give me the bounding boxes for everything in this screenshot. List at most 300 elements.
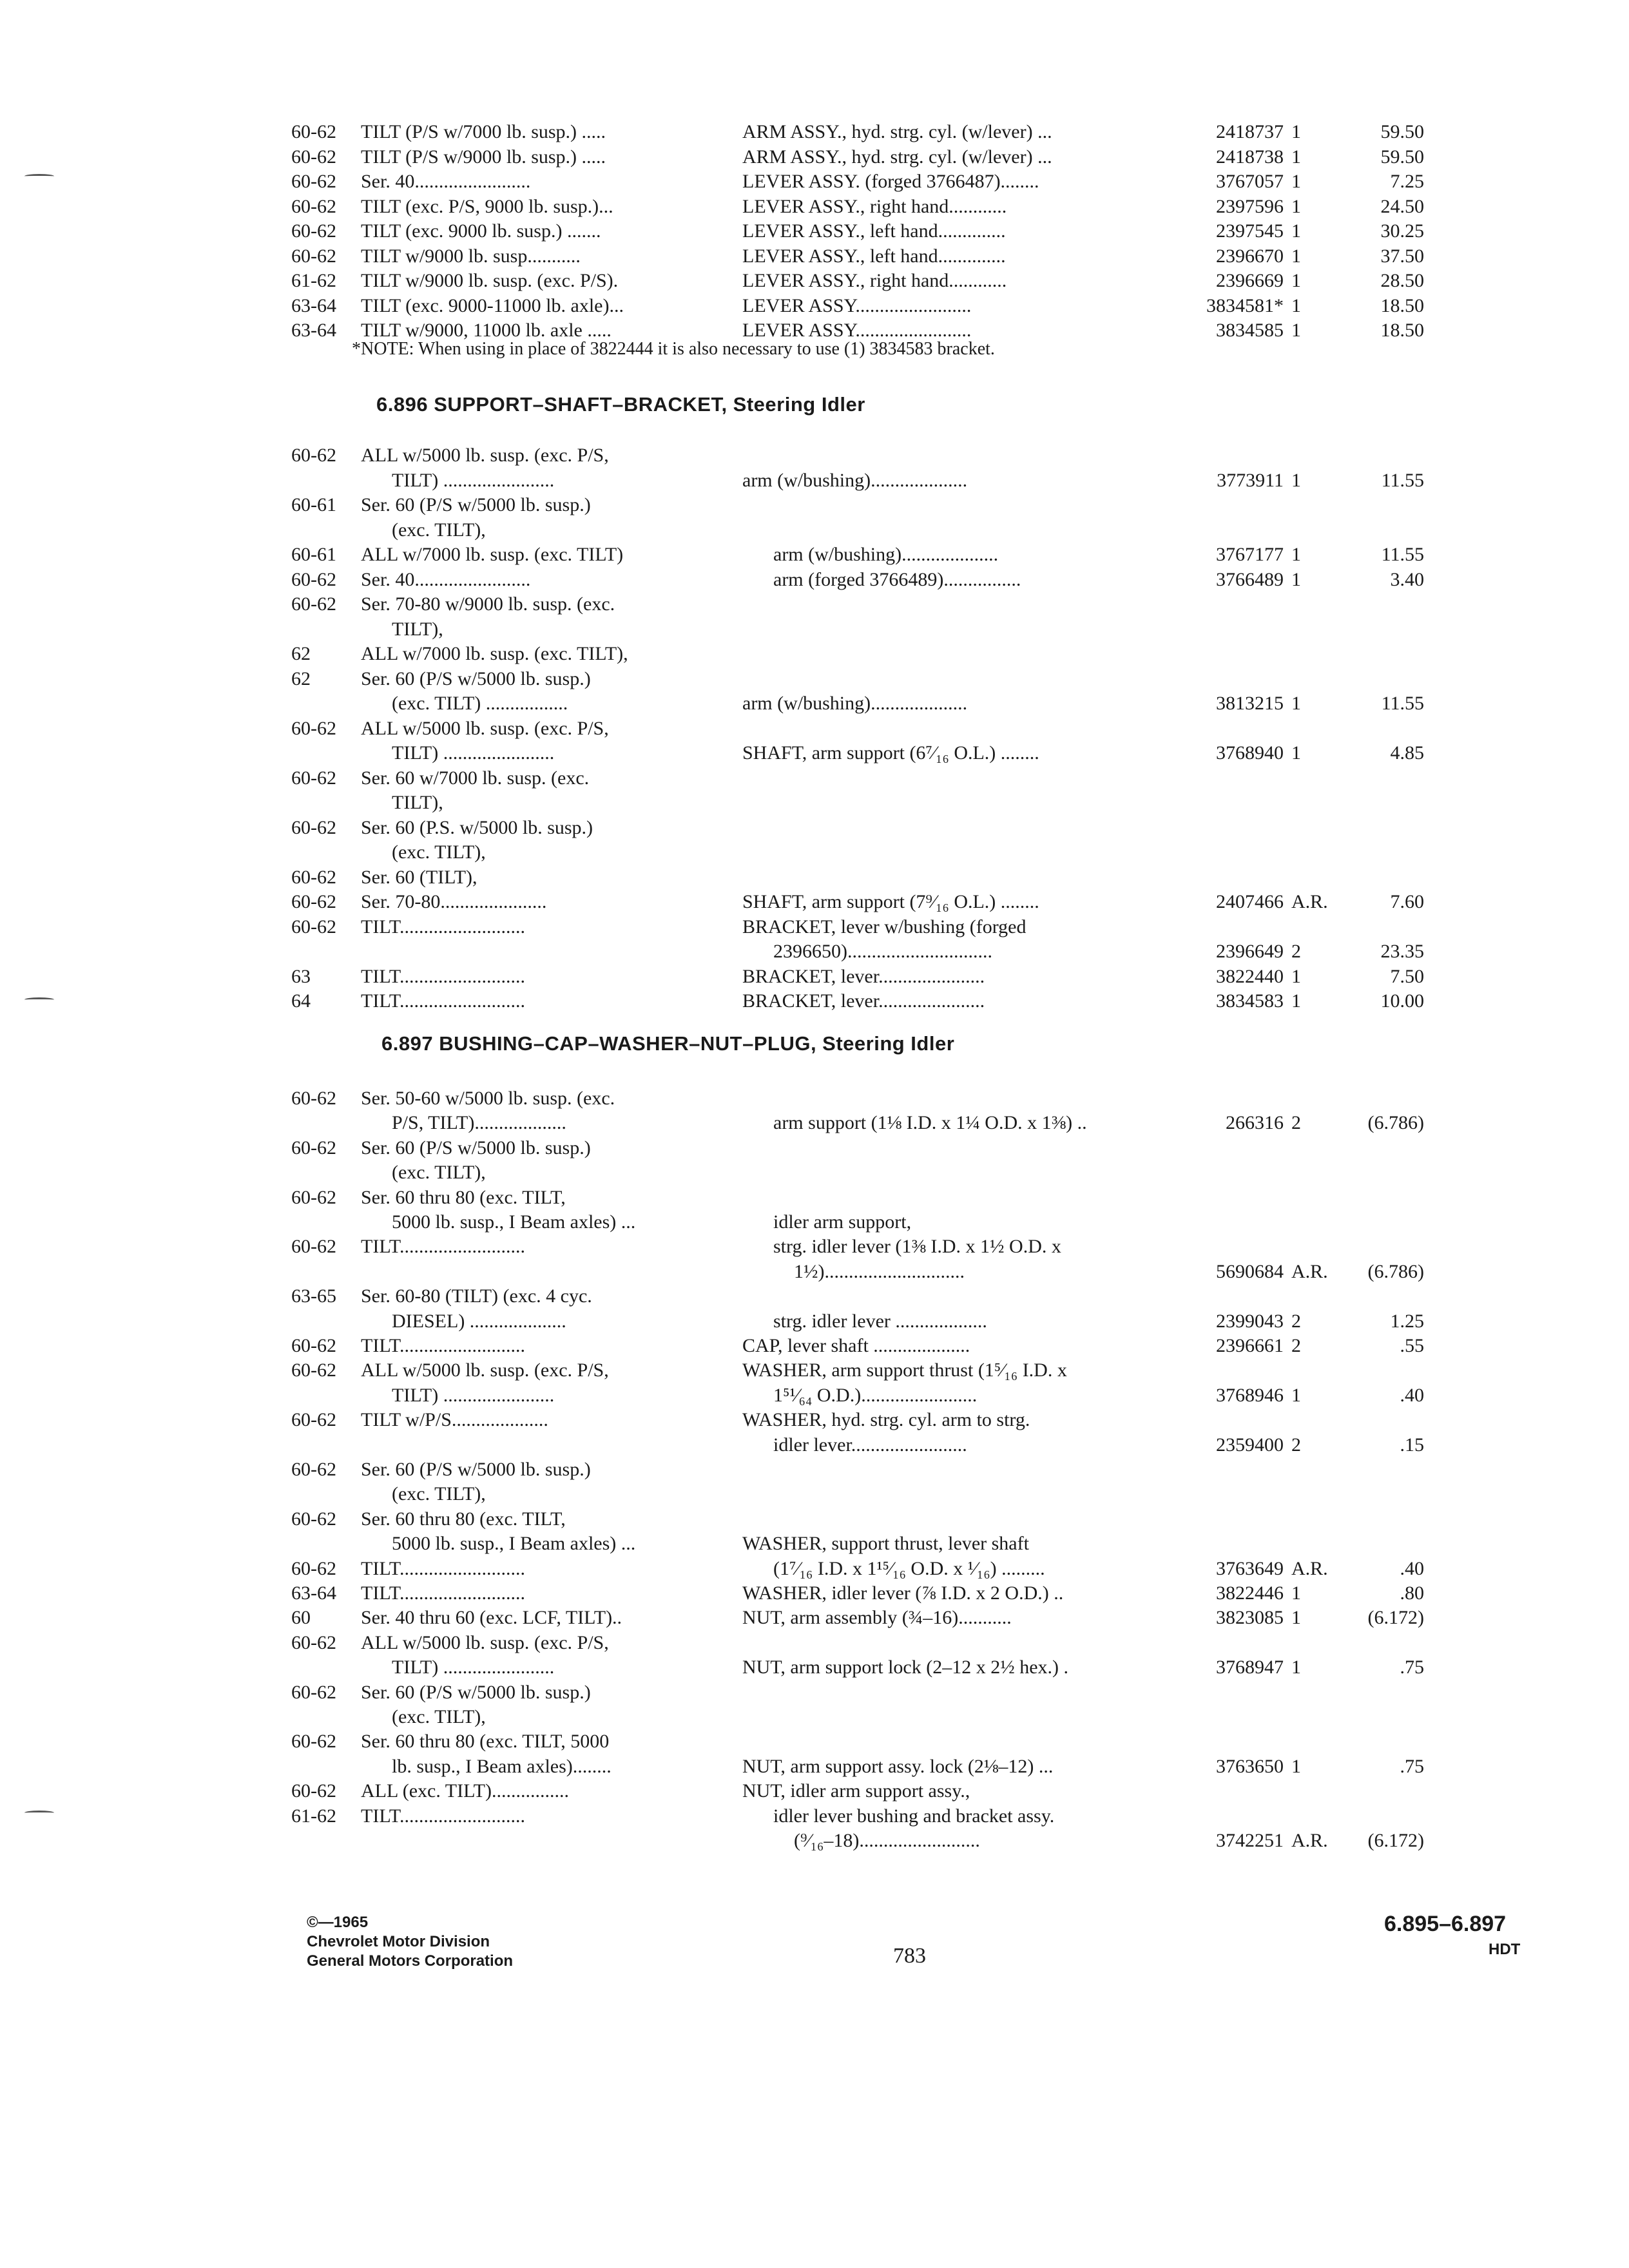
row-part-name: LEVER ASSY........................: [742, 294, 972, 316]
table-row: [0, 1532, 1629, 1556]
row-application: ALL w/5000 lb. susp. (exc. P/S,: [361, 717, 609, 739]
row-price: (6.786): [1367, 1260, 1424, 1282]
table-row: [0, 1705, 1629, 1729]
row-application: TILT) .......................: [392, 469, 555, 491]
row-part-name: WASHER, arm support thrust (1⁵⁄₁₆ I.D. x: [742, 1360, 1067, 1381]
row-price: 30.25: [1380, 220, 1424, 242]
table-row: [0, 244, 1629, 269]
row-part-name: 1½).............................: [794, 1260, 965, 1282]
row-quantity: 2: [1291, 1434, 1301, 1456]
row-price: .40: [1400, 1557, 1424, 1579]
row-quantity: 2: [1291, 941, 1301, 962]
row-application: Ser. 50-60 w/5000 lb. susp. (exc.: [361, 1088, 615, 1109]
table-row: [0, 741, 1629, 765]
row-price: .15: [1400, 1434, 1424, 1456]
table-row: [0, 568, 1629, 592]
row-part-name: BRACKET, lever w/bushing (forged: [742, 916, 1027, 937]
row-application: TILT..........................: [361, 1335, 525, 1356]
row-application: TILT (exc. 9000 lb. susp.) .......: [361, 220, 601, 242]
row-year: 60-62: [291, 1409, 336, 1431]
table-row: [0, 766, 1629, 791]
row-year: 60-62: [291, 121, 336, 142]
row-quantity: 1: [1291, 121, 1301, 142]
row-application: Ser. 60 (P/S w/5000 lb. susp.): [361, 668, 591, 689]
table-row: [0, 1383, 1629, 1408]
row-quantity: 1: [1291, 469, 1301, 491]
row-year: 60-62: [291, 146, 336, 168]
row-price: 59.50: [1380, 146, 1424, 168]
row-application: Ser. 60 (P/S w/5000 lb. susp.): [361, 494, 591, 515]
row-year: 60-62: [291, 1631, 336, 1653]
row-quantity: 1: [1291, 1755, 1301, 1777]
row-application: 5000 lb. susp., I Beam axles) ...: [392, 1211, 636, 1233]
table-row: [0, 294, 1629, 318]
table-row: [0, 1160, 1629, 1185]
row-application: (exc. TILT),: [392, 519, 486, 541]
table-row: [0, 493, 1629, 517]
row-quantity: 1: [1291, 171, 1301, 192]
row-price: 23.35: [1380, 941, 1424, 962]
row-price: 59.50: [1380, 121, 1424, 142]
row-part-name: arm support (1⅛ I.D. x 1¼ O.D. x 1⅜) ..: [773, 1112, 1087, 1134]
footer-corporation: General Motors Corporation: [307, 1952, 514, 1970]
row-price: 28.50: [1380, 270, 1424, 291]
row-part-name: NUT, arm assembly (¾–16)...........: [742, 1607, 1012, 1629]
row-price: 18.50: [1380, 320, 1424, 341]
row-price: (6.172): [1367, 1607, 1424, 1629]
table-row: [0, 816, 1629, 840]
row-quantity: 1: [1291, 245, 1301, 267]
row-application: P/S, TILT)...................: [392, 1112, 566, 1134]
row-part-number: 3834583: [1216, 990, 1284, 1012]
row-quantity: 1: [1291, 1384, 1301, 1406]
row-year: 60-62: [291, 1335, 336, 1356]
row-part-number: 3834585: [1216, 320, 1284, 341]
row-application: (exc. TILT),: [392, 841, 486, 863]
row-application: TILT (P/S w/7000 lb. susp.) .....: [361, 121, 606, 142]
row-year: 60-62: [291, 1508, 336, 1530]
table-row: [0, 592, 1629, 617]
row-part-number: 3767177: [1216, 544, 1284, 565]
table-row: [0, 1210, 1629, 1235]
row-part-number: 3767057: [1216, 171, 1284, 192]
row-quantity: A.R.: [1291, 891, 1328, 912]
row-application: TILT),: [392, 792, 443, 813]
row-application: Ser. 70-80 w/9000 lb. susp. (exc.: [361, 593, 615, 615]
table-row: [0, 1779, 1629, 1803]
row-year: 60-62: [291, 245, 336, 267]
row-part-number: 3813215: [1216, 693, 1284, 714]
row-part-name: idler arm support,: [773, 1211, 912, 1233]
table-row: [0, 840, 1629, 865]
row-quantity: A.R.: [1291, 1260, 1328, 1282]
row-application: Ser. 60 (P/S w/5000 lb. susp.): [361, 1681, 591, 1703]
row-application: TILT w/9000, 11000 lb. axle .....: [361, 320, 612, 341]
row-part-name: arm (w/bushing)....................: [742, 693, 968, 714]
row-part-number: 266316: [1226, 1112, 1284, 1134]
row-price: 7.60: [1390, 891, 1424, 912]
row-application: Ser. 40........................: [361, 568, 531, 590]
row-application: TILT..........................: [361, 916, 525, 937]
table-row: [0, 219, 1629, 244]
row-quantity: 1: [1291, 568, 1301, 590]
table-row: [0, 1309, 1629, 1334]
row-application: Ser. 60 (P/S w/5000 lb. susp.): [361, 1137, 591, 1158]
row-quantity: 2: [1291, 1310, 1301, 1332]
row-year: 60-62: [291, 171, 336, 192]
row-application: Ser. 60 (P.S. w/5000 lb. susp.): [361, 816, 593, 838]
row-year: 60-62: [291, 1459, 336, 1480]
row-quantity: 2: [1291, 1112, 1301, 1134]
table-row: [0, 1754, 1629, 1779]
row-year: 60-62: [291, 195, 336, 217]
row-part-number: 3834581*: [1206, 294, 1284, 316]
table-row: [0, 1334, 1629, 1358]
row-price: 10.00: [1380, 990, 1424, 1012]
table-row: [0, 989, 1629, 1014]
row-year: 60-62: [291, 1236, 336, 1258]
row-price: .75: [1400, 1657, 1424, 1678]
row-price: .55: [1400, 1335, 1424, 1356]
table-row: [0, 1507, 1629, 1532]
table-row: [0, 1829, 1629, 1853]
row-year: 60-62: [291, 593, 336, 615]
table-row: [0, 939, 1629, 964]
row-part-number: 3822440: [1216, 965, 1284, 987]
row-price: 37.50: [1380, 245, 1424, 267]
table-row: [0, 518, 1629, 543]
table-row: [0, 965, 1629, 989]
table-row: [0, 1631, 1629, 1655]
row-application: TILT..........................: [361, 1236, 525, 1258]
row-part-name: NUT, arm support assy. lock (2⅛–12) ...: [742, 1755, 1054, 1777]
row-application: DIESEL) ....................: [392, 1310, 566, 1332]
page-number: 783: [893, 1944, 926, 1968]
row-part-name: LEVER ASSY., left hand..............: [742, 245, 1006, 267]
row-application: Ser. 60 w/7000 lb. susp. (exc.: [361, 767, 590, 789]
row-application: TILT w/9000 lb. susp. (exc. P/S).: [361, 270, 619, 291]
row-year: 63-64: [291, 1582, 336, 1604]
row-year: 63-65: [291, 1285, 336, 1307]
table-row: [0, 120, 1629, 144]
table-row: [0, 1186, 1629, 1210]
row-part-name: strg. idler lever ...................: [773, 1310, 987, 1332]
row-part-name: WASHER, hyd. strg. cyl. arm to strg.: [742, 1409, 1030, 1431]
table-row: [0, 791, 1629, 815]
row-year: 60-62: [291, 1557, 336, 1579]
row-part-name: NUT, idler arm support assy.,: [742, 1780, 970, 1802]
row-part-number: 3763650: [1216, 1755, 1284, 1777]
row-part-number: 2396669: [1216, 270, 1284, 291]
row-part-name: CAP, lever shaft ....................: [742, 1335, 970, 1356]
row-part-name: NUT, arm support lock (2–12 x 2½ hex.) .: [742, 1657, 1069, 1678]
row-application: TILT) .......................: [392, 1384, 555, 1406]
row-quantity: 1: [1291, 294, 1301, 316]
row-application: Ser. 60 (TILT),: [361, 866, 477, 888]
row-price: 1.25: [1390, 1310, 1424, 1332]
row-part-number: 2396670: [1216, 245, 1284, 267]
row-part-name: (1⁷⁄₁₆ I.D. x 1¹⁵⁄₁₆ O.D. x ¹⁄₁₆) .........: [773, 1557, 1045, 1579]
row-part-number: 2407466: [1216, 891, 1284, 912]
binding-mark: [24, 1811, 54, 1815]
row-part-number: 2396649: [1216, 941, 1284, 962]
row-part-number: 3773911: [1217, 469, 1284, 491]
row-application: Ser. 60-80 (TILT) (exc. 4 cyc.: [361, 1285, 592, 1307]
row-application: ALL w/7000 lb. susp. (exc. TILT): [361, 544, 624, 565]
row-year: 63-64: [291, 294, 336, 316]
row-price: .80: [1400, 1582, 1424, 1604]
row-year: 61-62: [291, 270, 336, 291]
row-application: Ser. 70-80......................: [361, 891, 547, 912]
row-application: 5000 lb. susp., I Beam axles) ...: [392, 1533, 636, 1555]
row-quantity: 1: [1291, 544, 1301, 565]
row-year: 60-61: [291, 494, 336, 515]
row-application: TILT),: [392, 618, 443, 640]
row-part-number: 3768946: [1216, 1384, 1284, 1406]
row-application: (exc. TILT),: [392, 1162, 486, 1184]
row-quantity: 1: [1291, 195, 1301, 217]
row-year: 61-62: [291, 1805, 336, 1827]
row-price: 4.85: [1390, 742, 1424, 764]
row-part-name: (⁹⁄₁₆–18).........................: [794, 1830, 980, 1851]
row-quantity: 1: [1291, 1607, 1301, 1629]
table-row: [0, 145, 1629, 169]
row-application: (exc. TILT),: [392, 1483, 486, 1505]
table-row: [0, 617, 1629, 642]
note-text: *NOTE: When using in place of 3822444 it is also necessary to use (1) 3834583 bracket.: [352, 339, 995, 359]
row-quantity: 2: [1291, 1335, 1301, 1356]
row-quantity: A.R.: [1291, 1830, 1328, 1851]
row-application: Ser. 60 thru 80 (exc. TILT,: [361, 1186, 566, 1208]
row-price: 11.55: [1381, 693, 1424, 714]
row-price: 7.50: [1390, 965, 1424, 987]
row-year: 60-62: [291, 1137, 336, 1158]
row-application: Ser. 40 thru 60 (exc. LCF, TILT)..: [361, 1607, 622, 1629]
row-part-number: 2418737: [1216, 121, 1284, 142]
row-part-name: idler lever........................: [773, 1434, 967, 1456]
row-part-number: 2399043: [1216, 1310, 1284, 1332]
row-quantity: 1: [1291, 693, 1301, 714]
row-part-name: 2396650)..............................: [773, 941, 992, 962]
table-row: [0, 1408, 1629, 1432]
row-price: .40: [1400, 1384, 1424, 1406]
table-row: [0, 468, 1629, 493]
row-part-name: LEVER ASSY., right hand............: [742, 195, 1007, 217]
row-part-number: 3766489: [1216, 568, 1284, 590]
row-application: ALL w/7000 lb. susp. (exc. TILT),: [361, 643, 628, 664]
row-part-name: arm (forged 3766489)................: [773, 568, 1021, 590]
row-part-number: 2396661: [1216, 1335, 1284, 1356]
row-application: ALL w/5000 lb. susp. (exc. P/S,: [361, 1360, 609, 1381]
table-row: [0, 1680, 1629, 1705]
row-part-name: WASHER, idler lever (⅞ I.D. x 2 O.D.) ..: [742, 1582, 1064, 1604]
section-code: HDT: [1489, 1941, 1521, 1958]
row-part-number: 2418738: [1216, 146, 1284, 168]
row-application: TILT..........................: [361, 1582, 525, 1604]
row-price: 3.40: [1390, 568, 1424, 590]
section-range: 6.895–6.897: [1384, 1912, 1507, 1936]
row-part-number: 3763649: [1216, 1557, 1284, 1579]
table-row: [0, 1457, 1629, 1482]
table-row: [0, 1581, 1629, 1606]
row-part-number: 3768947: [1216, 1657, 1284, 1678]
section-897-heading: 6.897 BUSHING–CAP–WASHER–NUT–PLUG, Steering Idler: [381, 1032, 955, 1055]
row-quantity: 1: [1291, 1657, 1301, 1678]
table-row: [0, 1086, 1629, 1111]
row-part-name: BRACKET, lever......................: [742, 990, 985, 1012]
row-part-name: LEVER ASSY., left hand..............: [742, 220, 1006, 242]
row-year: 60-62: [291, 1731, 336, 1753]
row-part-name: idler lever bushing and bracket assy.: [773, 1805, 1055, 1827]
footer-division: Chevrolet Motor Division: [307, 1933, 490, 1950]
row-part-number: 2359400: [1216, 1434, 1284, 1456]
table-row: [0, 195, 1629, 219]
row-part-name: 1⁵¹⁄₆₄ O.D.)........................: [773, 1384, 978, 1406]
row-year: 60-62: [291, 717, 336, 739]
row-year: 60-62: [291, 1360, 336, 1381]
row-part-number: 2397596: [1216, 195, 1284, 217]
row-year: 60-62: [291, 891, 336, 912]
row-application: TILT w/9000 lb. susp...........: [361, 245, 581, 267]
footer-copyright: ©—1965: [307, 1914, 369, 1931]
table-row: [0, 1433, 1629, 1457]
table-row: [0, 667, 1629, 691]
row-application: Ser. 60 thru 80 (exc. TILT,: [361, 1508, 566, 1530]
table-row: [0, 865, 1629, 890]
table-row: [0, 890, 1629, 914]
row-part-name: ARM ASSY., hyd. strg. cyl. (w/lever) ...: [742, 146, 1052, 168]
row-quantity: 1: [1291, 990, 1301, 1012]
row-quantity: 1: [1291, 742, 1301, 764]
row-application: TILT..........................: [361, 1805, 525, 1827]
row-quantity: 1: [1291, 270, 1301, 291]
table-row: [0, 1482, 1629, 1506]
row-price: 7.25: [1390, 171, 1424, 192]
section-896-heading: 6.896 SUPPORT–SHAFT–BRACKET, Steering Idler: [376, 393, 865, 416]
row-part-name: BRACKET, lever......................: [742, 965, 985, 987]
table-row: [0, 443, 1629, 468]
row-application: lb. susp., I Beam axles)........: [392, 1755, 612, 1777]
row-application: TILT (P/S w/9000 lb. susp.) .....: [361, 146, 606, 168]
row-year: 60-62: [291, 568, 336, 590]
row-part-number: 2397545: [1216, 220, 1284, 242]
row-application: Ser. 60 thru 80 (exc. TILT, 5000: [361, 1731, 610, 1753]
row-part-name: WASHER, support thrust, lever shaft: [742, 1533, 1029, 1555]
row-application: Ser. 60 (P/S w/5000 lb. susp.): [361, 1459, 591, 1480]
table-row: [0, 716, 1629, 741]
row-application: TILT (exc. 9000-11000 lb. axle)...: [361, 294, 624, 316]
table-row: [0, 915, 1629, 939]
table-row: [0, 642, 1629, 666]
row-application: ALL w/5000 lb. susp. (exc. P/S,: [361, 445, 609, 466]
row-application: TILT..........................: [361, 965, 525, 987]
row-year: 64: [291, 990, 311, 1012]
row-application: TILT w/P/S....................: [361, 1409, 548, 1431]
row-part-name: LEVER ASSY........................: [742, 320, 972, 341]
row-application: TILT) .......................: [392, 742, 555, 764]
row-price: 18.50: [1380, 294, 1424, 316]
table-row: [0, 1358, 1629, 1383]
table-row: [0, 1260, 1629, 1284]
row-application: TILT) .......................: [392, 1657, 555, 1678]
row-year: 60-62: [291, 1681, 336, 1703]
row-quantity: 1: [1291, 220, 1301, 242]
row-year: 60-62: [291, 767, 336, 789]
row-part-number: 3823085: [1216, 1607, 1284, 1629]
row-part-name: ARM ASSY., hyd. strg. cyl. (w/lever) ...: [742, 121, 1052, 142]
table-row: [0, 1235, 1629, 1259]
row-year: 60-61: [291, 544, 336, 565]
row-year: 60-62: [291, 1186, 336, 1208]
row-application: ALL (exc. TILT)................: [361, 1780, 569, 1802]
row-year: 60: [291, 1607, 311, 1629]
row-application: (exc. TILT) .................: [392, 693, 568, 714]
row-part-name: LEVER ASSY. (forged 3766487)........: [742, 171, 1039, 192]
row-part-name: SHAFT, arm support (6⁷⁄₁₆ O.L.) ........: [742, 742, 1039, 764]
table-row: [0, 269, 1629, 293]
row-quantity: 1: [1291, 320, 1301, 341]
row-year: 60-62: [291, 1780, 336, 1802]
row-year: 60-62: [291, 916, 336, 937]
row-quantity: 1: [1291, 146, 1301, 168]
row-year: 60-62: [291, 1088, 336, 1109]
row-application: TILT (exc. P/S, 9000 lb. susp.)...: [361, 195, 613, 217]
table-row: [0, 1729, 1629, 1754]
binding-mark: [24, 174, 54, 178]
row-year: 60-62: [291, 220, 336, 242]
row-part-name: strg. idler lever (1⅜ I.D. x 1½ O.D. x: [773, 1236, 1061, 1258]
table-row: [0, 1804, 1629, 1829]
row-part-number: 3742251: [1216, 1830, 1284, 1851]
row-price: (6.172): [1367, 1830, 1424, 1851]
row-application: TILT..........................: [361, 990, 525, 1012]
row-year: 62: [291, 643, 311, 664]
row-price: 24.50: [1380, 195, 1424, 217]
row-part-name: LEVER ASSY., right hand............: [742, 270, 1007, 291]
row-quantity: A.R.: [1291, 1557, 1328, 1579]
row-application: ALL w/5000 lb. susp. (exc. P/S,: [361, 1631, 609, 1653]
binding-mark: [24, 997, 54, 1002]
table-row: [0, 691, 1629, 716]
table-row: [0, 1111, 1629, 1135]
row-price: 11.55: [1381, 469, 1424, 491]
table-row: [0, 1557, 1629, 1581]
row-application: Ser. 40........................: [361, 171, 531, 192]
row-application: TILT..........................: [361, 1557, 525, 1579]
row-part-number: 3768940: [1216, 742, 1284, 764]
row-year: 60-62: [291, 816, 336, 838]
row-part-number: 3822446: [1216, 1582, 1284, 1604]
row-quantity: 1: [1291, 1582, 1301, 1604]
table-row: [0, 1284, 1629, 1309]
row-part-number: 5690684: [1216, 1260, 1284, 1282]
row-year: 62: [291, 668, 311, 689]
row-price: .75: [1400, 1755, 1424, 1777]
table-row: [0, 1136, 1629, 1160]
row-part-name: arm (w/bushing)....................: [773, 544, 999, 565]
row-price: (6.786): [1367, 1112, 1424, 1134]
row-part-name: arm (w/bushing)....................: [742, 469, 968, 491]
row-application: (exc. TILT),: [392, 1706, 486, 1727]
row-part-name: SHAFT, arm support (7⁹⁄₁₆ O.L.) ........: [742, 891, 1039, 912]
table-row: [0, 169, 1629, 194]
table-row: [0, 1606, 1629, 1630]
table-row: [0, 543, 1629, 567]
row-year: 63: [291, 965, 311, 987]
row-year: 60-62: [291, 866, 336, 888]
table-row: [0, 1655, 1629, 1680]
row-price: 11.55: [1381, 544, 1424, 565]
